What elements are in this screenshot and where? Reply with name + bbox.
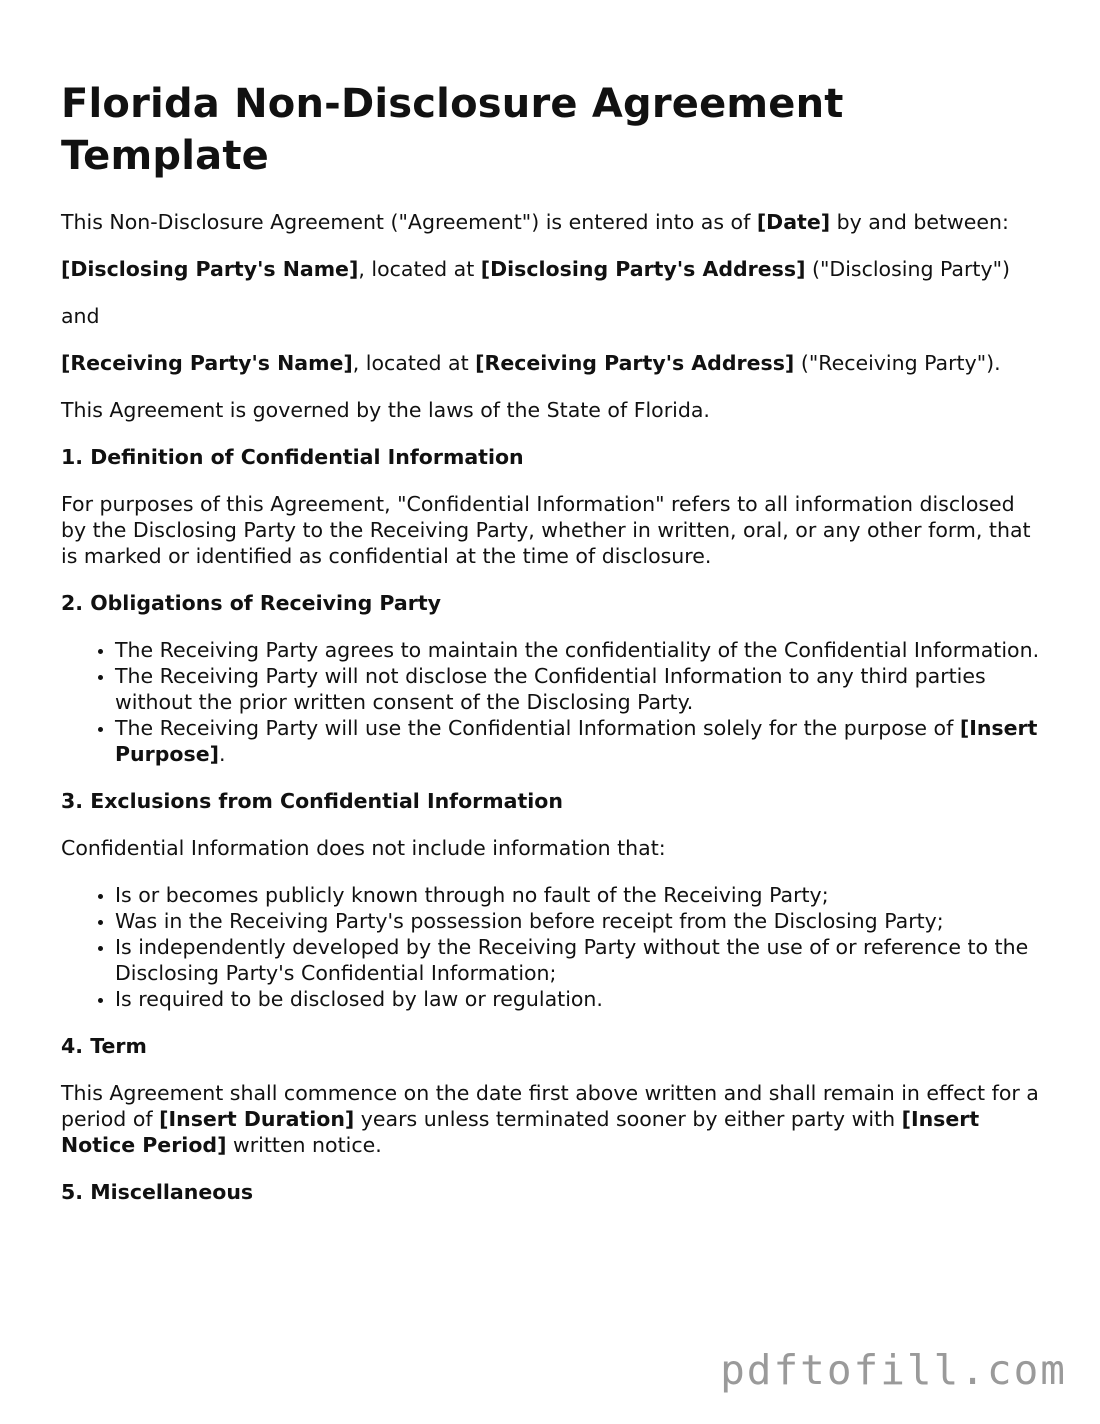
receiving-located-text: , located at — [352, 351, 476, 375]
section-3-body: Confidential Information does not include information that: — [61, 836, 666, 860]
date-placeholder: [Date] — [756, 210, 831, 234]
intro-text: This Non-Disclosure Agreement ("Agreement") is entered into as of — [61, 210, 757, 234]
section-5-heading: 5. Miscellaneous — [61, 1180, 254, 1204]
document-page — [61, 78, 1041, 1205]
section-4-heading: 4. Term — [61, 1034, 147, 1058]
term-text-mid: years unless terminated sooner by either party with — [354, 1107, 902, 1131]
section-2-heading: 2. Obligations of Receiving Party — [61, 591, 441, 615]
governing-law-text: This Agreement is governed by the laws of the State of Florida. — [61, 398, 710, 422]
receiving-suffix: ("Receiving Party"). — [794, 351, 1001, 375]
receiving-name-placeholder: [Receiving Party's Name] — [61, 351, 353, 375]
receiving-address-placeholder: [Receiving Party's Address] — [475, 351, 795, 375]
list-item-text: The Receiving Party will use the Confidential Information solely for the purpose of — [115, 716, 960, 740]
disclosing-name-placeholder: [Disclosing Party's Name] — [61, 257, 359, 281]
list-item: • Was in the Receiving Party's possession before receipt from the Disclosing Party; — [115, 908, 1041, 934]
section-3-list — [61, 882, 1041, 1012]
disclosing-party-paragraph — [61, 256, 1041, 282]
watermark: pdftofill.com — [720, 1346, 1067, 1394]
list-item: • The Receiving Party will not disclose the Confidential Information to any third parties without the prior written consent of the Disclosing Party. — [115, 663, 1041, 715]
document-title: Florida Non-Disclosure Agreement Template — [61, 81, 844, 179]
section-1-heading: 1. Definition of Confidential Information — [61, 445, 524, 469]
list-item: • Is independently developed by the Receiving Party without the use of or reference to the Disclosing Party's Confidential Information; — [115, 934, 1041, 986]
list-item: • The Receiving Party agrees to maintain the confidentiality of the Confidential Information. — [115, 637, 1041, 663]
duration-placeholder: [Insert Duration] — [159, 1107, 355, 1131]
list-item: • Is or becomes publicly known through no fault of the Receiving Party; — [115, 882, 1041, 908]
disclosing-located-text: , located at — [358, 257, 481, 281]
purpose-placeholder: [Insert Purpose] — [115, 716, 1038, 766]
disclosing-address-placeholder: [Disclosing Party's Address] — [480, 257, 806, 281]
intro-paragraph — [61, 209, 1041, 235]
section-1-body: For purposes of this Agreement, "Confidential Information" refers to all information disclosed by the Disclosing Party to the Receiving Party, whether in written, oral, or any other form, that is marked or identified as confidential at the time of disclosure. — [61, 492, 1031, 568]
and-text: and — [61, 304, 100, 328]
section-2-list — [61, 637, 1041, 767]
intro-text-end: by and between: — [830, 210, 1009, 234]
term-text-end: written notice. — [226, 1133, 382, 1157]
list-item: • Is required to be disclosed by law or regulation. — [115, 986, 1041, 1012]
section-4-body — [61, 1080, 1041, 1158]
section-3-heading: 3. Exclusions from Confidential Information — [61, 789, 563, 813]
list-item — [115, 715, 1041, 767]
notice-period-placeholder: [Insert Notice Period] — [61, 1107, 980, 1157]
disclosing-suffix: ("Disclosing Party") — [805, 257, 1011, 281]
receiving-party-paragraph — [61, 350, 1041, 376]
term-text: This Agreement shall commence on the date first above written and shall remain in effect for a period of — [61, 1081, 1039, 1131]
list-item-end: . — [218, 742, 226, 766]
